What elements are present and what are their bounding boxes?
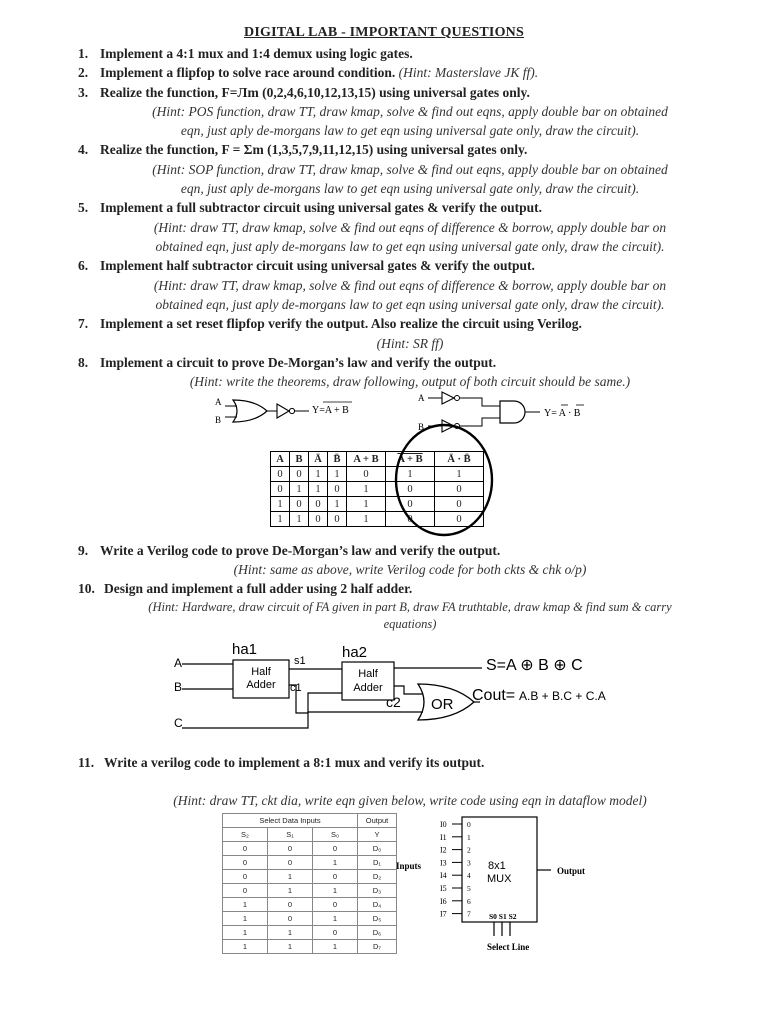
table-row [223, 856, 397, 870]
table-cell: 1 [435, 467, 484, 482]
question-4 [78, 141, 527, 158]
mux-pin-number: 2 [467, 845, 471, 855]
table-cell: 1 [271, 512, 290, 527]
hint-q3-line1: (Hint: POS function, draw TT, draw kmap, solve & find out eqns, apply double bar on obtained [152, 104, 668, 119]
question-text: Implement a set reset flipfop verify the output. Also realize the circuit using Verilog. [100, 316, 582, 331]
sum-label: S=A ⊕ B ⊕ C [486, 657, 583, 674]
mux-input-label: I6 [440, 896, 447, 906]
hint-q4-line2: eqn, just aply de-morgans law to get eqn using universal gate only, draw the circuit). [180, 181, 640, 196]
question-number: 10. [78, 581, 95, 596]
ha2-label: ha2 [342, 644, 368, 661]
mux-pin-number: 4 [467, 871, 471, 881]
question-7 [78, 315, 582, 332]
table-cell: 1 [268, 870, 313, 884]
ha2-block-line1: Half [358, 668, 378, 680]
question-text: Implement half subtractor circuit using universal gates & verify the output. [100, 258, 535, 273]
question-number: 5. [78, 200, 89, 215]
question-text: Realize the function, F=Лm (0,2,4,6,10,12,13,15) using universal gates only. [100, 85, 530, 100]
table-cell: 1 [290, 482, 309, 497]
s1-label: s1 [294, 655, 306, 667]
mux-input-label: I2 [440, 845, 447, 855]
table-cell: 0 [223, 884, 268, 898]
column-header: S₂ [223, 828, 268, 842]
table-cell: 0 [435, 482, 484, 497]
column-header: Ā [309, 452, 328, 467]
mux-pin-number: 1 [467, 832, 471, 842]
table-cell: D₂ [358, 870, 397, 884]
table-cell: 0 [268, 912, 313, 926]
table-cell: 1 [271, 497, 290, 512]
table-cell: 0 [268, 898, 313, 912]
question-text: Realize the function, F = Σm (1,3,5,7,9,11,12,15) using universal gates only. [100, 142, 528, 157]
input-a-label: A [418, 393, 425, 403]
column-header: Ā · B̄ [435, 452, 484, 467]
table-cell: 1 [328, 497, 347, 512]
column-header: S₀ [313, 828, 358, 842]
table-cell: 0 [313, 842, 358, 856]
inputs-label: Inputs [396, 861, 422, 871]
hint-q4-line1: (Hint: SOP function, draw TT, draw kmap, solve & find out eqns, apply double bar on obtained [152, 162, 668, 177]
table-cell: 0 [386, 497, 435, 512]
table-cell: 1 [313, 856, 358, 870]
table-cell: 0 [309, 512, 328, 527]
select-line-label: Select Line [487, 942, 530, 952]
hint-q8: (Hint: write the theorems, draw following, output of both circuit should be same.) [189, 374, 631, 389]
question-text: Implement a 4:1 mux and 1:4 demux using logic gates. [100, 46, 413, 61]
mux-input-label: I3 [440, 858, 447, 868]
table-cell: 1 [347, 512, 386, 527]
table-cell: 0 [435, 497, 484, 512]
table-row [223, 870, 397, 884]
question-10 [78, 580, 412, 597]
table-cell: 0 [268, 856, 313, 870]
question-number: 7. [78, 316, 89, 331]
table-cell: 1 [223, 898, 268, 912]
column-header: A [271, 452, 290, 467]
mux-pin-number: 3 [467, 858, 471, 868]
hint-q7: (Hint: SR ff) [376, 336, 444, 351]
table-header-row [223, 828, 397, 842]
question-2 [78, 64, 538, 81]
table-cell: 1 [313, 912, 358, 926]
mux-pin-number: 6 [467, 896, 471, 906]
mux-pin-number: 7 [467, 909, 471, 919]
table-row [223, 940, 397, 954]
mux-input-label: I0 [440, 820, 447, 829]
table-cell: 1 [268, 884, 313, 898]
ha2-block-line2: Adder [353, 682, 383, 694]
highlight-circle [394, 422, 498, 540]
select-pins-label: S0 S1 S2 [489, 912, 517, 921]
mux-input-label: I4 [440, 871, 447, 881]
table-cell: D₄ [358, 898, 397, 912]
input-b-label: B [418, 422, 425, 432]
table-group-header-row [223, 814, 397, 828]
mux-table [222, 813, 397, 954]
ha1-label: ha1 [232, 641, 258, 658]
question-text: Write a verilog code to implement a 8:1 mux and verify its output. [104, 755, 485, 770]
full-adder-diagram [168, 636, 638, 746]
question-number: 1. [78, 46, 89, 61]
table-cell: 1 [313, 940, 358, 954]
table-cell: 1 [223, 912, 268, 926]
question-text: Design and implement a full adder using 2 half adder. [104, 581, 413, 596]
table-cell: 0 [313, 926, 358, 940]
table-cell: D₁ [358, 856, 397, 870]
table-cell: D₇ [358, 940, 397, 954]
table-cell: 0 [223, 842, 268, 856]
nor-output-label: Y=A + B [312, 405, 349, 416]
mux-block-line1: 8x1 [488, 860, 506, 872]
table-cell: 0 [328, 482, 347, 497]
table-cell: 0 [313, 898, 358, 912]
group-header: Output [358, 814, 397, 828]
input-b-label: B [174, 680, 183, 694]
question-5 [78, 199, 542, 216]
question-6 [78, 257, 535, 274]
column-header: A + B [347, 452, 386, 467]
nor-gate-diagram [205, 392, 385, 428]
c2-label: c2 [386, 694, 401, 710]
table-cell: 0 [386, 482, 435, 497]
table-cell: 0 [435, 512, 484, 527]
mux-input-label: I5 [440, 884, 447, 893]
hint-q5-line1: (Hint: draw TT, draw kmap, solve & find out eqns of difference & borrow, apply double bar on [153, 220, 667, 235]
column-header: A + B [386, 452, 435, 467]
question-9 [78, 542, 500, 559]
table-cell: 0 [386, 512, 435, 527]
table-cell: 1 [328, 467, 347, 482]
question-3 [78, 84, 530, 101]
question-text: Implement a circuit to prove De-Morgan’s law and verify the output. [100, 355, 497, 370]
table-cell: 1 [386, 467, 435, 482]
question-text: Write a Verilog code to prove De-Morgan’s law and verify the output. [100, 543, 501, 558]
table-cell: 0 [223, 856, 268, 870]
column-header: S₁ [268, 828, 313, 842]
table-cell: 1 [347, 482, 386, 497]
or-gate-label: OR [431, 696, 454, 713]
hint-q5-line2: obtained eqn, just aply de-morgans law to get eqn using universal gate only, draw the circuit). [155, 239, 665, 254]
question-number: 6. [78, 258, 89, 273]
table-cell: 0 [309, 497, 328, 512]
table-cell: 0 [290, 467, 309, 482]
table-cell: 0 [290, 497, 309, 512]
table-cell: 1 [309, 482, 328, 497]
table-cell: 1 [223, 940, 268, 954]
mux-input-label: I1 [440, 832, 447, 842]
hint-q6-line2: obtained eqn, just aply de-morgans law to get eqn using universal gate only, draw the circuit). [155, 297, 665, 312]
hint-q6-line1: (Hint: draw TT, draw kmap, solve & find out eqns of difference & borrow, apply double bar on [153, 278, 667, 293]
mux-pin-number: 5 [467, 884, 471, 893]
input-c-label: C [174, 716, 183, 730]
output-label: Output [557, 866, 586, 876]
question-text: Implement a full subtractor circuit using universal gates & verify the output. [100, 200, 542, 215]
mux-input-label: I7 [440, 909, 447, 919]
table-cell: 0 [271, 482, 290, 497]
table-cell: D₅ [358, 912, 397, 926]
group-header: Select Data Inputs [223, 814, 358, 828]
mux-truth-table [222, 813, 397, 954]
table-cell: 1 [347, 497, 386, 512]
table-cell: 1 [309, 467, 328, 482]
and-output-label: Y= A · B [544, 408, 581, 419]
table-cell: 1 [268, 940, 313, 954]
page-title: DIGITAL LAB - IMPORTANT QUESTIONS [244, 25, 524, 40]
table-cell: 1 [313, 884, 358, 898]
mux-block-line2: MUX [487, 873, 512, 885]
ha1-block-line2: Adder [246, 679, 276, 691]
table-cell: D₀ [358, 842, 397, 856]
table-row [223, 898, 397, 912]
table-cell: 1 [290, 512, 309, 527]
mux-pin-number: 0 [467, 820, 471, 829]
c1-label: c1 [290, 682, 302, 694]
hint-q10-line1: (Hint: Hardware, draw circuit of FA given in part B, draw FA truthtable, draw kmap & find sum & carry [148, 600, 672, 614]
hint-q11: (Hint: draw TT, ckt dia, write eqn given below, write code using eqn in dataflow model) [173, 793, 647, 808]
input-a-label: A [174, 656, 183, 670]
table-cell: 0 [328, 512, 347, 527]
table-row [223, 842, 397, 856]
question-number: 9. [78, 543, 89, 558]
question-number: 2. [78, 65, 89, 80]
ha1-block-line1: Half [251, 666, 271, 678]
table-cell: 0 [271, 467, 290, 482]
table-cell: 0 [347, 467, 386, 482]
table-cell: 0 [223, 870, 268, 884]
question-8 [78, 354, 496, 371]
table-cell: 1 [268, 926, 313, 940]
question-text: Implement a flipfop to solve race around condition. [100, 65, 396, 80]
table-cell: 1 [223, 926, 268, 940]
question-number: 8. [78, 355, 89, 370]
question-hint: (Hint: Masterslave JK ff). [398, 65, 539, 80]
table-cell: 0 [268, 842, 313, 856]
hint-q10-line2: equations) [383, 617, 437, 631]
question-number: 4. [78, 142, 89, 157]
table-row [223, 884, 397, 898]
question-11 [78, 754, 484, 771]
table-row [223, 926, 397, 940]
question-1 [78, 45, 413, 62]
table-cell: 0 [313, 870, 358, 884]
table-cell: D₆ [358, 926, 397, 940]
question-number: 11. [78, 755, 95, 770]
table-row [223, 912, 397, 926]
table-cell: D₃ [358, 884, 397, 898]
hint-q9: (Hint: same as above, write Verilog code for both ckts & chk o/p) [233, 562, 587, 577]
cout-label: Cout= [472, 687, 516, 704]
question-number: 3. [78, 85, 89, 100]
column-header: B̄ [328, 452, 347, 467]
cout-equation: A.B + B.C + C.A [519, 689, 606, 703]
column-header: B [290, 452, 309, 467]
input-a-label: A [215, 397, 222, 407]
column-header: Y [358, 828, 397, 842]
hint-q3-line2: eqn, just aply de-morgans law to get eqn using universal gate only, draw the circuit). [180, 123, 640, 138]
mux-block-diagram [394, 815, 594, 955]
input-b-label: B [215, 415, 222, 425]
